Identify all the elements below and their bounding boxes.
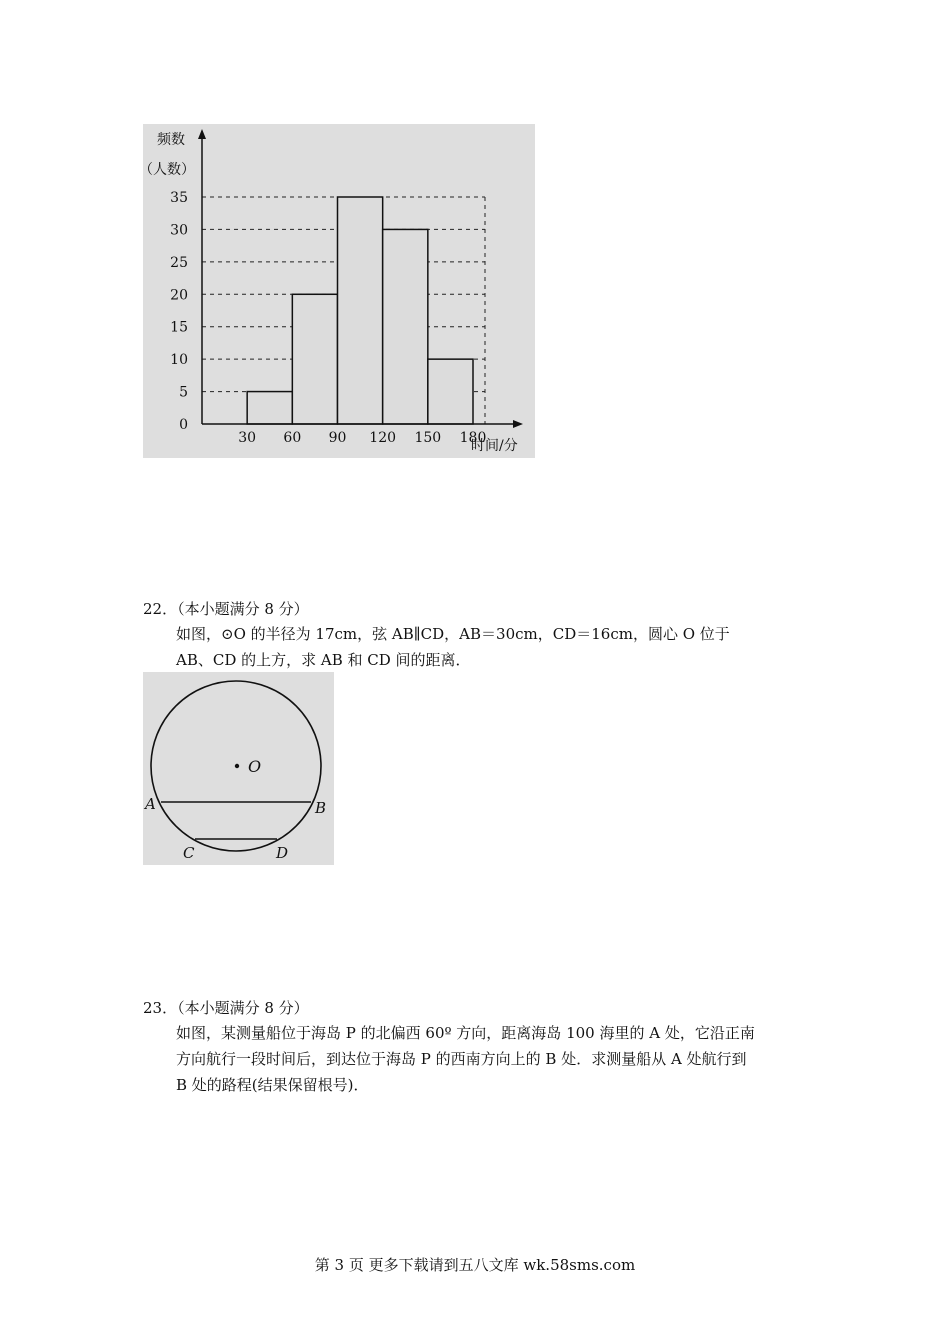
question-23-line3: B 处的路程(结果保留根号)． [176,1076,369,1094]
question-22-body [176,621,806,673]
y-tick-label-10: 10 [170,352,188,369]
y-tick-label-15: 15 [170,319,188,336]
center-point [235,764,239,768]
question-23-line2: 方向航行一段时间后，到达位于海岛 P 的西南方向上的 B 处．求测量船从 A 处航行到 [176,1050,747,1068]
y-axis-arrow [198,129,206,139]
circle-figure [143,672,334,865]
histogram-svg [143,124,535,458]
histogram-bar-60-90 [292,294,337,424]
point-c-label: C [183,844,195,862]
y-tick-label-35: 35 [170,190,188,206]
question-22-line2: AB、CD 的上方，求 AB 和 CD 间的距离． [176,651,471,669]
question-22-number: 22． [143,600,178,618]
x-tick-label-90: 90 [328,430,347,446]
question-22-line1: 如图，⊙O 的半径为 17cm，弦 AB∥CD，AB＝30cm，CD＝16cm，圆心 O 位于 [176,625,730,643]
histogram-bar-150-180 [428,359,473,424]
histogram-figure [143,124,535,458]
point-a-label: A [145,795,156,813]
question-23-number: 23． [143,999,178,1017]
x-axis-arrow [513,420,523,428]
histogram-bar-30-60 [247,392,292,424]
y-tick-label-5: 5 [179,384,188,401]
x-tick-label-30: 30 [238,430,257,446]
question-23-header [143,997,309,1018]
x-tick-label-150: 150 [414,430,442,446]
question-22-points: （本小题满分 8 分） [177,600,309,618]
y-tick-label-30: 30 [170,222,188,239]
y-tick-label-0: 0 [179,417,188,433]
x-tick-label-180: 180 [459,430,487,446]
point-d-label: D [276,844,289,862]
point-b-label: B [315,799,327,817]
page-footer: 第 3 页 更多下载请到五八文库 wk.58sms.com [314,1256,636,1274]
circle-svg [143,672,334,865]
question-23-line1: 如图，某测量船位于海岛 P 的北偏西 60º 方向，距离海岛 100 海里的 A 处，它沿正南 [176,1024,755,1042]
y-axis-label-line2: （人数） [143,162,195,178]
question-23-points: （本小题满分 8 分） [177,999,309,1017]
question-23-body [176,1020,806,1098]
center-label: O [248,757,262,776]
question-22-header [143,598,309,619]
x-tick-label-60: 60 [283,430,302,446]
y-tick-label-20: 20 [170,287,188,304]
y-tick-label-25: 25 [170,254,188,271]
histogram-bar-120-150 [383,229,428,424]
x-tick-label-120: 120 [369,430,397,446]
y-axis-label-line1: 频数 [157,132,185,148]
histogram-bar-90-120 [338,197,383,424]
x-axis-label: 时间/分 [471,438,518,454]
